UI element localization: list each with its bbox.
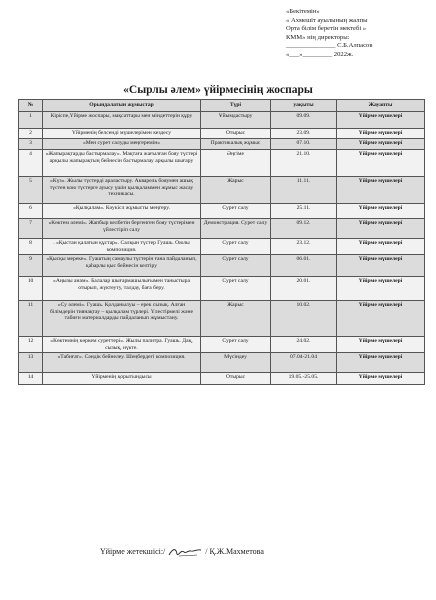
table-row	[19, 277, 425, 301]
row-type: Ұйымдастыру	[201, 112, 271, 129]
row-activity: «Көктемнің көркем суреттері». Жылы палитра. Гуашь. Дақ, сызық, нүкте.	[43, 337, 201, 353]
row-responsible: Үйірме мүшелері	[337, 139, 425, 150]
table-row	[19, 353, 425, 373]
row-activity: Үйірменің қорытындысы	[43, 373, 201, 385]
header-time: уақыты	[271, 100, 337, 112]
table-row	[19, 112, 425, 129]
leader-label: Үйірме жетекшісі:/	[100, 546, 166, 556]
row-activity: Кіріспе,Үйірме жоспары, мақсаттары мен міндеттерін құру	[43, 112, 201, 129]
row-number: 8	[19, 239, 43, 255]
row-responsible: Үйірме мүшелері	[337, 301, 425, 337]
row-time: 20.01.	[271, 277, 337, 301]
header-type: Түрі	[201, 100, 271, 112]
row-number: 3	[19, 139, 43, 150]
row-type: Сурет салу	[201, 239, 271, 255]
row-time: 25.11.	[271, 204, 337, 219]
row-number: 9	[19, 255, 43, 277]
row-type: Жарыс	[201, 177, 271, 204]
table-row	[19, 150, 425, 177]
table-row	[19, 239, 425, 255]
row-activity: «Қылқалам». Кәукісл жұмысты меңгеру.	[43, 204, 201, 219]
row-type: Әңгіме	[201, 150, 271, 177]
row-responsible: Үйірме мүшелері	[337, 373, 425, 385]
row-time: 09.09.	[271, 112, 337, 129]
row-time: 07.10.	[271, 139, 337, 150]
row-responsible: Үйірме мүшелері	[337, 204, 425, 219]
approval-line: _______________ С.Б.Алпасов	[286, 42, 373, 50]
row-type: Сурет салу	[201, 204, 271, 219]
row-activity: «Мен сурет салуды меңгеремін»	[43, 139, 201, 150]
row-type: Жарыс	[201, 301, 271, 337]
row-number: 7	[19, 219, 43, 239]
leader-name: / Қ.Ж.Махметова	[205, 546, 264, 556]
row-number: 5	[19, 177, 43, 204]
approval-block	[286, 8, 426, 60]
row-time: 06.01.	[271, 255, 337, 277]
row-type: Отырыс	[201, 129, 271, 139]
row-activity: «Табиғат». Сәндік бейнелеу. Шеңбердегі композиция.	[43, 353, 201, 373]
row-responsible: Үйірме мүшелері	[337, 150, 425, 177]
row-number: 1	[19, 112, 43, 129]
row-responsible: Үйірме мүшелері	[337, 337, 425, 353]
row-responsible: Үйірме мүшелері	[337, 255, 425, 277]
row-number: 11	[19, 301, 43, 337]
approval-line: Орта білім беретін мектебі »	[286, 25, 367, 33]
table-header-row	[19, 100, 425, 112]
row-responsible: Үйірме мүшелері	[337, 129, 425, 139]
row-responsible: Үйірме мүшелері	[337, 277, 425, 301]
row-activity: . «Қыстан қалатын құстар». Салқын түстер Гуашь. Оюлы композиция.	[43, 239, 201, 255]
table-row	[19, 337, 425, 353]
page-title: «Сырлы әлем» үйірмесінің жоспары	[123, 84, 313, 96]
row-responsible: Үйірме мүшелері	[337, 177, 425, 204]
row-number: 2	[19, 129, 43, 139]
approval-line: «Бекітемін»	[286, 8, 320, 15]
row-number: 14	[19, 373, 43, 385]
approval-line: « Ахмешіт ауылының жалпы	[286, 16, 368, 24]
row-number: 10	[19, 277, 43, 301]
row-time: 23.12.	[271, 239, 337, 255]
row-responsible: Үйірме мүшелері	[337, 219, 425, 239]
handwritten-signature	[167, 546, 203, 558]
row-activity: «Көктем әлемі». Жапбыр келбетін бергенген бояу түстерімен үйлестіріп салу	[43, 219, 201, 239]
row-activity: «Жапырақтарды бастырмалау». Мақтаға жағылған бояу түстері арқылы жапырақтың бейнесін бастырмалау арқылы шығару	[43, 150, 201, 177]
signature-line	[100, 546, 430, 558]
table-row	[19, 219, 425, 239]
table-row	[19, 129, 425, 139]
row-time: 09.12.	[271, 219, 337, 239]
table-row	[19, 204, 425, 219]
row-type: Сурет салу	[201, 337, 271, 353]
row-activity: «Су әлемі». Гуашь. Қолданылуы – ерек сызық. Алған білімдерін тиянақтау – қылқалам түрлері. Үлестірмелі және табиғи материалдарды пайдаланып жұмыстану.	[43, 301, 201, 337]
row-number: 12	[19, 337, 43, 353]
row-type: Сурет салу	[201, 277, 271, 301]
header-number: №	[19, 100, 43, 112]
row-activity: «Аңызы анам». Балалар шығармашылығымен таныстыра отырып, жүктеуту, талдау, баға беру.	[43, 277, 201, 301]
approval-line: КММ» нің директоры:	[286, 33, 350, 41]
row-responsible: Үйірме мүшелері	[337, 353, 425, 373]
row-time: 07.04-21.04	[271, 353, 337, 373]
row-number: 13	[19, 353, 43, 373]
row-time: 24.02.	[271, 337, 337, 353]
row-type: Сурет салу	[201, 255, 271, 277]
table-row	[19, 301, 425, 337]
row-responsible: Үйірме мүшелері	[337, 239, 425, 255]
approval-line: «___»_________ 2022ж.	[286, 50, 354, 58]
row-time: 10.02.	[271, 301, 337, 337]
header-responsible: Жауапты	[337, 100, 425, 112]
row-type: Демонстрация. Сурет салу	[201, 219, 271, 239]
row-activity: «Қысқы мереке». Гуаштың самаулы түстерін ғана пайдаланып, қаһарлы қыс бейнесін келтіру	[43, 255, 201, 277]
row-number: 6	[19, 204, 43, 219]
table-body	[19, 112, 425, 385]
table-row	[19, 139, 425, 150]
header-activity: Орындалатын жұмыстар	[43, 100, 201, 112]
row-responsible: Үйірме мүшелері	[337, 112, 425, 129]
table-row	[19, 255, 425, 277]
row-type: Отырыс	[201, 373, 271, 385]
row-time: 11.11.	[271, 177, 337, 204]
row-time: 21.10.	[271, 150, 337, 177]
row-time: 23.09.	[271, 129, 337, 139]
row-number: 4	[19, 150, 43, 177]
row-activity: «Күз». Жылы түстерді араластыру. Акварель бояумен ашық түстен кою түстерге ауысу үшін қылқаламмен жұмыс жасау техникасы.	[43, 177, 201, 204]
table-row	[19, 177, 425, 204]
table-row	[19, 373, 425, 385]
plan-table	[18, 99, 425, 385]
row-activity: Үйірменің белсенді мүшелерімен кездесу	[43, 129, 201, 139]
row-type: Практикалық жұмыс	[201, 139, 271, 150]
row-time: 19.05.-25.05.	[271, 373, 337, 385]
row-type: Мүсіндеу	[201, 353, 271, 373]
